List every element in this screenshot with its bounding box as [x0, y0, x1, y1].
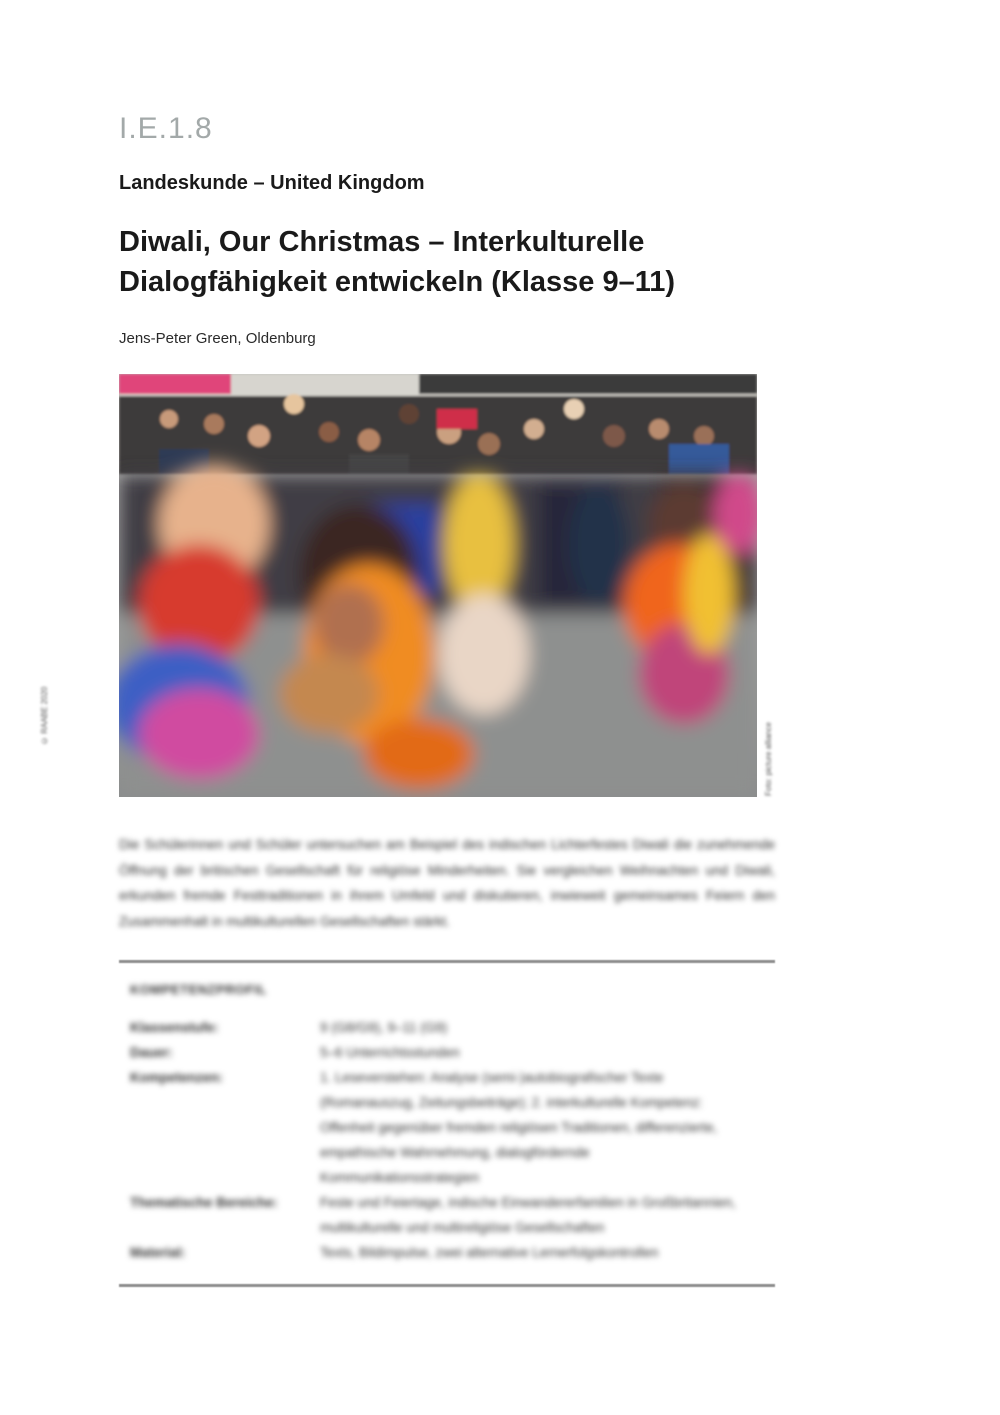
abstract-text: Die Schülerinnen und Schüler untersuchen am Beispiel des indischen Lichterfestes Diwali die zunehmende Öffnung der britischen Gesellschaft für religiöse Minderheiten. Sie vergleichen Weihnachten und Diwali, erkunden fremde Festtraditionen in ihrem Umfeld und diskutieren, inwieweit gemeinsames Feiern den Zusammenhalt in multikulturellen Gesellschaften stärkt. — [119, 837, 775, 929]
profile-row — [130, 1040, 770, 1065]
copyright-note: © RAABE 2020 — [40, 686, 49, 745]
author-line: Jens-Peter Green, Oldenburg — [119, 330, 316, 347]
profile-row — [130, 1190, 770, 1240]
subject-heading: Landeskunde – United Kingdom — [119, 172, 425, 194]
divider-bottom — [119, 1284, 775, 1287]
divider-top — [119, 960, 775, 963]
page-title: Diwali, Our Christmas – Interkulturelle Dialogfähigkeit entwickeln (Klasse 9–11) — [119, 226, 676, 298]
profile-value: Feste und Feiertage, indische Einwandererfamilien in Großbritannien, multikulturelle und multireligiöse Gesellschaften — [320, 1195, 736, 1235]
profile-value: 5–6 Unterrichtsstunden — [320, 1045, 460, 1060]
profile-label: Material: — [130, 1245, 186, 1260]
profile-label: Dauer: — [130, 1045, 173, 1060]
photo-credit: Foto: picture alliance — [764, 722, 773, 796]
profile-label: Klassenstufe: — [130, 1020, 219, 1035]
profile-title: KOMPETENZPROFIL — [130, 982, 267, 997]
profile-label: Kompetenzen: — [130, 1070, 224, 1085]
profile-value: Texts, Bildimpulse, zwei alternative Lernerfolgskontrollen — [320, 1245, 659, 1260]
festival-photo — [119, 374, 757, 797]
profile-row — [130, 1015, 770, 1040]
profile-row — [130, 1065, 770, 1190]
section-code: I.E.1.8 — [119, 112, 213, 145]
profile-value: 1. Leseverstehen: Analyse (semi-)autobiografischer Texte (Romanauszug, Zeitungsbeiträge); 2. interkulturelle Kompetenz: Offenheit gegenüber fremden religiösen Traditionen, differenzierte, empathische Wahrnehmung, dialogfördernde Kommunikationsstrategien — [320, 1070, 718, 1185]
competence-profile — [130, 982, 770, 1265]
profile-row — [130, 1240, 770, 1265]
profile-value: 9 (G8/G9), 9–11 (G9) — [320, 1020, 448, 1035]
profile-label: Thematische Bereiche: — [130, 1195, 278, 1210]
